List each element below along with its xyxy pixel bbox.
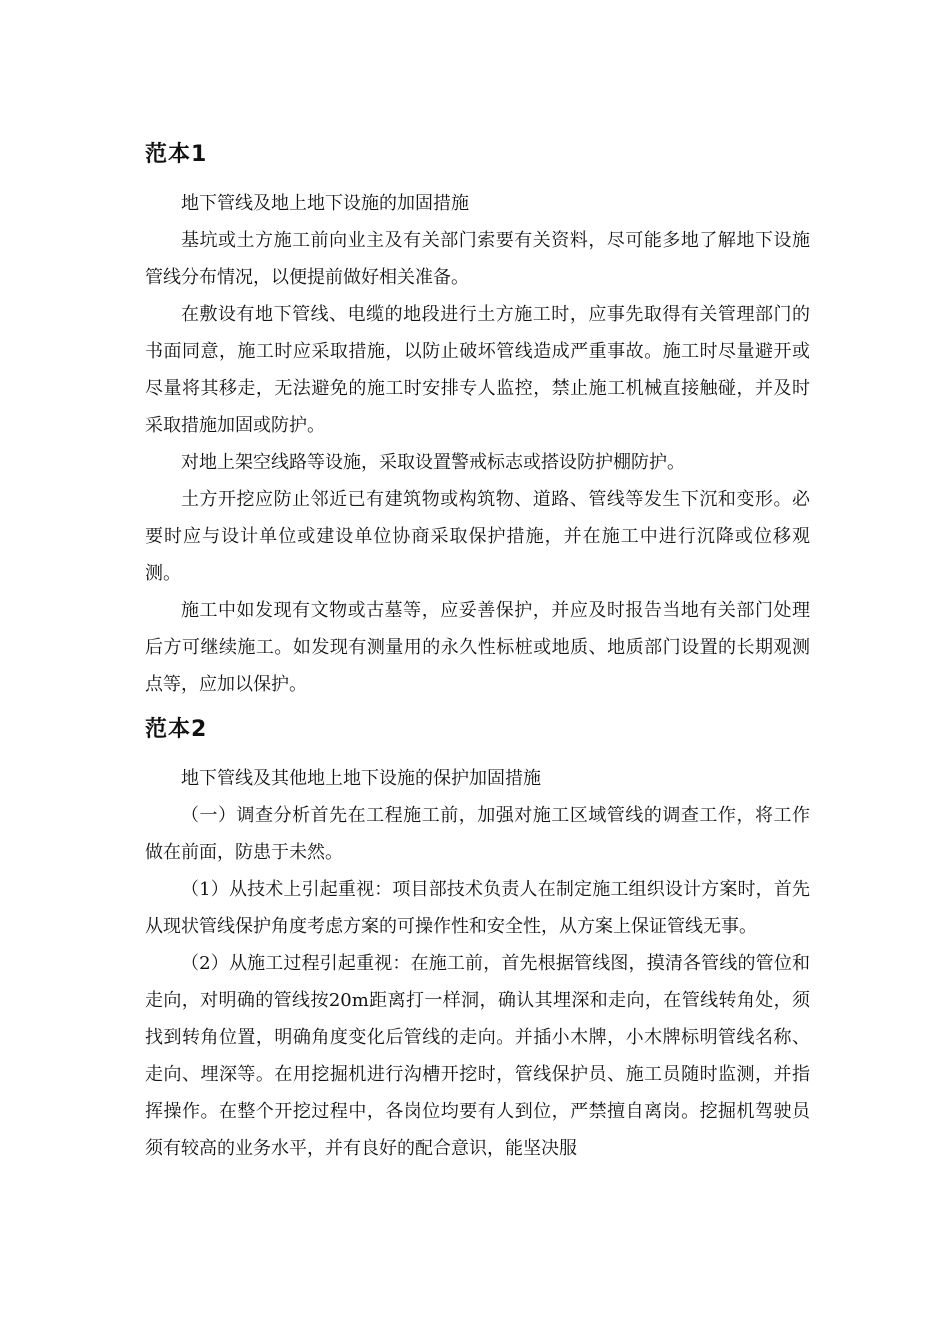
section-2-title: 地下管线及其他地上地下设施的保护加固措施 xyxy=(181,768,541,789)
section-2-paragraph: （一）调查分析首先在工程施工前，加强对施工区域管线的调查工作，将工作做在前面，防患于未然。 xyxy=(145,805,810,863)
document-page xyxy=(145,140,810,1167)
section-1-paragraph: 施工中如发现有文物或古墓等，应妥善保护，并应及时报告当地有关部门处理后方可继续施工。如发现有测量用的永久性标桩或地质、地质部门设置的长期观测点等，应加以保护。 xyxy=(145,600,810,695)
section-2-paragraph: （2）从施工过程引起重视：在施工前，首先根据管线图，摸清各管线的管位和走向，对明确的管线按20m距离打一样洞，确认其埋深和走向，在管线转角处，须找到转角位置，明确角度变化后管线的走向。并插小木牌，小木牌标明管线名称、走向、埋深等。在用挖掘机进行沟槽开挖时，管线保护员、施工员随时监测，并指挥操作。在整个开挖过程中，各岗位均要有人到位，严禁擅自离岗。挖掘机驾驶员须有较高的业务水平，并有良好的配合意识，能坚决服 xyxy=(145,953,810,1159)
section-1-paragraph: 对地上架空线路等设施，采取设置警戒标志或搭设防护棚防护。 xyxy=(181,452,685,473)
section-2-heading: 范本2 xyxy=(145,717,208,742)
section-1-paragraph: 在敷设有地下管线、电缆的地段进行土方施工时，应事先取得有关管理部门的书面同意，施工时应采取措施，以防止破坏管线造成严重事故。施工时尽量避开或尽量将其移走，无法避免的施工时安排专人监控，禁止施工机械直接触碰，并及时采取措施加固或防护。 xyxy=(145,304,810,436)
section-2-paragraph: （1）从技术上引起重视：项目部技术负责人在制定施工组织设计方案时，首先从现状管线保护角度考虑方案的可操作性和安全性，从方案上保证管线无事。 xyxy=(145,879,810,937)
section-1-paragraph: 基坑或土方施工前向业主及有关部门索要有关资料，尽可能多地了解地下设施管线分布情况，以便提前做好相关准备。 xyxy=(145,230,810,288)
section-1-heading: 范本1 xyxy=(145,142,208,167)
section-1-paragraph: 土方开挖应防止邻近已有建筑物或构筑物、道路、管线等发生下沉和变形。必要时应与设计单位或建设单位协商采取保护措施，并在施工中进行沉降或位移观测。 xyxy=(145,489,810,584)
section-1-title: 地下管线及地上地下设施的加固措施 xyxy=(181,193,469,214)
